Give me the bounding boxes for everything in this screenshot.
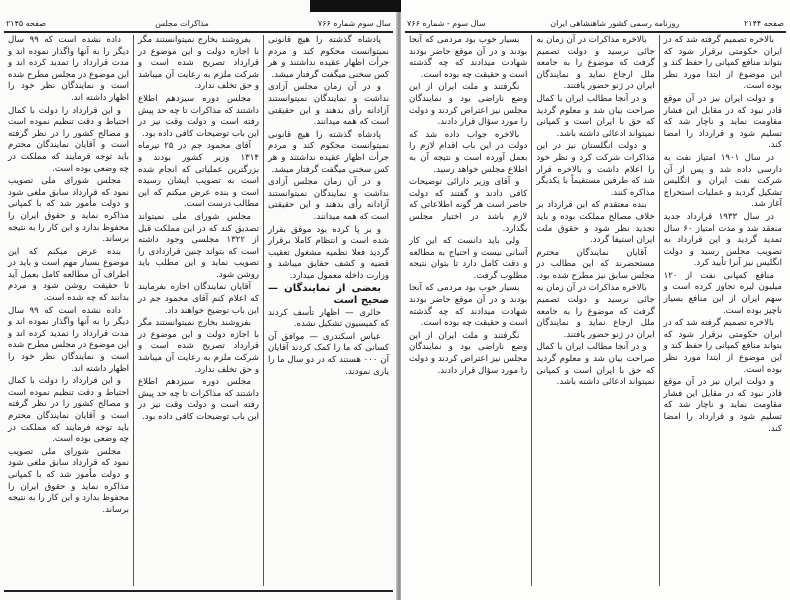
paragraph: بسیار خوب بود مردمی که آنجا بودند و در آن موقع حاضر بودند شهادت میدادند که چه گذشته است و حقیقت چه بوده است. xyxy=(409,283,528,329)
page-number: صفحه ۲۱۴۴ xyxy=(743,18,784,28)
paragraph: پادشاه گذشته را هیچ قانونی نمیتوانست محکوم کند و مردم جرأت اظهار عقیده نداشتند و هر کس سخنی میگفت گرفتار میشد. xyxy=(268,129,389,175)
paragraph: بالاخره تصمیم گرفته شد که در ایران حکومتی برقرار شود که بتواند منافع کمپانی را حفظ کند و این موضوع از ابتدا مورد نظر بوده است. xyxy=(663,318,782,375)
paragraph: بالاخره تصمیم گرفته شد که در ایران حکومتی برقرار شود که بتواند منافع کمپانی را حفظ کند و این موضوع از ابتدا مورد نظر بوده است. xyxy=(663,35,782,92)
right-page xyxy=(401,0,790,600)
paragraph: و در آن زمان مجلس آزادی نداشت و نمایندگان نمیتوانستند آزادانه رأی بدهند و این حقیقتی است که همه میدانند. xyxy=(268,82,389,128)
paragraph: و دولت ایران نیز در آن موقع قادر نبود که در مقابل این فشار مقاومت نماید و ناچار شد که تسلیم شود و قرارداد را امضا کند. xyxy=(663,377,782,434)
paragraph: در سال ۱۹۰۱ امتیاز نفت به دارسی داده شد و پس از آن شرکت نفت ایران و انگلیس تشکیل گردید و عملیات استخراج آغاز شد. xyxy=(663,152,782,210)
paragraph: حائری — اظهار تأسف کردند که کمیسیون تشکیل نشده. xyxy=(268,307,389,330)
paragraph: آقایان نمایندگان محترم مستحضرند که این مطالب در مجلس سابق نیز مطرح شده بود. xyxy=(536,247,655,281)
paragraph: ولی باید دانست که این کار آسانی نیست و احتیاج به مطالعه و دقت کامل دارد تا بتوان نتیجه مطلوب گرفت. xyxy=(409,236,528,281)
paragraph: پادشاه گذشته را هیچ قانونی نمیتوانست محکوم کند و مردم جرأت اظهار عقیده نداشتند و هر کس سخنی میگفت گرفتار میشد. xyxy=(268,35,389,80)
paragraph: و دولت ایران نیز در آن موقع قادر نبود که در مقابل این فشار مقاومت نماید و ناچار شد که تسلیم شود و قرارداد را امضا کند. xyxy=(663,93,782,151)
paragraph: بنده عرض میکنم که این موضوع بسیار مهم است و باید در اطراف آن مطالعه کامل بعمل آید تا حقیقت روشن شود و مردم بدانند که چه شده است. xyxy=(8,246,129,304)
paragraph: مجلس دوره سیزدهم اطلاع داشتند که مذاکرات تا چه حد پیش رفته است و دولت وقت نیز در این باب توضیحات کافی داده بود. xyxy=(138,93,259,139)
header-rule xyxy=(4,31,393,33)
paragraph: مجلس شورای ملی تصویب نمود که قرارداد سابق ملغی شود و دولت مأمور شد که با کمپانی مذاکره نماید و حقوق ایران را محفوظ بدارد و این کار را به نتیجه برساند. xyxy=(8,446,129,515)
header-rule xyxy=(405,31,786,33)
paragraph: داده نشده است که ۹۹ سال دیگر را به آنها واگذار نموده اند و مدت قرارداد را تمدید کرده اند و این موضوع در مجلس مطرح شده است و نمایندگان نظر خود را اظهار داشته اند. xyxy=(8,305,129,374)
paragraph: آقای محمود جم در ۲۵ تیرماه ۱۳۱۴ وزیر کشور بودند و بزرگترین عملیاتی که انجام شده است به تصویب ایشان رسیده است و بنده عرض میکنم که این مطالب درست است. xyxy=(138,141,259,210)
paragraph: بالاخره جواب داده شد که دولت در این باب اقدام لازم را بعمل آورده است و نتیجه آن به اطلاع مجلس خواهد رسید. xyxy=(409,129,528,175)
issue-number: سال سوم شماره ۷۶۶ xyxy=(317,18,391,28)
page-number: صفحه ۲۱۴۵ xyxy=(6,18,47,28)
paragraph: در سال ۱۹۳۳ قرارداد جدید منعقد شد و مدت امتیاز ۶۰ سال تمدید گردید و این قرارداد به تصویب مجلس رسید و دولت انگلیس نیز آنرا تأیید کرد. xyxy=(663,211,783,269)
paragraph: و در آنجا مطالب ایران با کمال صراحت بیان شد و معلوم گردید که حق با ایران است و کمپانی نمیتواند ادعائی داشته باشد. xyxy=(536,93,655,139)
left-columns xyxy=(4,35,393,586)
paragraph: و این قرارداد را دولت با کمال احتیاط و دقت تنظیم نموده است و مصالح کشور را در نظر گرفته است و آقایان نمایندگان محترم باید توجه فرمایند که مملکت در چه وضعی بوده است. xyxy=(8,105,129,174)
paragraph: مجلس شورای ملی نمیتواند تصدیق کند که در این مملکت قبل از ۱۳۲۲ مجلسی وجود داشته است که بتواند چنین قراردادی را تصویب نماید و این مطلب باید روشن شود. xyxy=(138,211,259,280)
text-column xyxy=(4,35,133,586)
paragraph: منافع کمپانی نفت از ۱۲۰ میلیون لیره تجاوز کرده است و سهم ایران از این منافع بسیار ناچیز بوده است. xyxy=(663,270,782,316)
paragraph: و دولت انگلستان نیز در این مذاکرات شرکت کرد و نظر خود را اعلام داشت و بالاخره قرار شد که طرفین مستقیماً با یکدیگر مذاکره کنند. xyxy=(536,141,655,198)
text-column xyxy=(659,35,786,586)
paragraph: مجلس شورای ملی تصویب نمود که قرارداد سابق ملغی شود و دولت مأمور شد که با کمپانی مذاکره نماید و حقوق ایران را محفوظ بدارد و این کار را به نتیجه برساند. xyxy=(8,176,129,245)
paragraph: آقایان نمایندگان اجازه بفرمایند که اعلام کنم آقای محمود جم در این باب توضیح خواهند داد. xyxy=(138,282,259,316)
text-column xyxy=(263,35,393,586)
paragraph: داده نشده است که ۹۹ سال دیگر را به آنها واگذار نموده اند و مدت قرارداد را تمدید کرده اند و این موضوع در مجلس مطرح شده است و نمایندگان نظر خود را اظهار داشته اند. xyxy=(8,35,129,103)
paragraph: نگرفتند و ملت ایران از این وضع ناراضی بود و نمایندگان مجلس نیز اعتراض کردند و دولت را مورد سؤال قرار دادند. xyxy=(409,330,528,376)
text-column xyxy=(133,35,263,586)
paragraph: و بر پا کرده بود موفق بقرار شده است و انتظام کاملا برقرار گردید فعلا نظمیه مشغول تعقیب قضیه و کشف حقایق میباشد و وزارت داخله معمول میدارد. xyxy=(268,224,389,281)
paragraph: مجلس دوره سیزدهم اطلاع داشتند که مذاکرات تا چه حد پیش رفته است و دولت وقت نیز در این باب توضیحات کافی داده بود. xyxy=(138,377,259,422)
right-columns xyxy=(405,35,786,586)
text-column xyxy=(531,35,658,586)
paragraph: و این قرارداد را دولت با کمال احتیاط و دقت تنظیم نموده است و مصالح کشور را در نظر گرفته است و آقایان نمایندگان محترم باید توجه فرمایند که مملکت در چه وضعی بوده است. xyxy=(8,376,129,445)
speaker-heading: بعضی از نمایندگان — صحیح است xyxy=(268,283,389,307)
issue-number: سال سوم - شماره ۷۶۶ xyxy=(407,18,486,28)
newspaper-title: روزنامه رسمی کشور شاهنشاهی ایران xyxy=(550,18,680,28)
paragraph: نگرفتند و ملت ایران از این وضع ناراضی بود و نمایندگان مجلس نیز اعتراض کردند و دولت را مورد سؤال قرار دادند. xyxy=(409,82,528,128)
paragraph: و آقای وزیر دارائی توضیحات کافی دادند و گفتند که دولت حاضر است هر گونه اطلاعاتی که لازم باشد در اختیار مجلس بگذارد. xyxy=(409,177,528,234)
right-page-header xyxy=(407,16,784,30)
footer-rule xyxy=(4,590,393,592)
paragraph: و در آن زمان مجلس آزادی نداشت و نمایندگان نمیتوانستند آزادانه رأی بدهند و این حقیقتی است که همه میدانند. xyxy=(268,177,389,222)
paragraph: بفروشند بخارج نمیتوانستند مگر با اجازه دولت و این موضوع در قرارداد تصریح شده است و شرکت ملزم به رعایت آن میباشد و حق تخلف ندارد. xyxy=(138,35,259,92)
text-column xyxy=(405,35,531,586)
paragraph: و در آنجا مطالب ایران با کمال صراحت بیان شد و معلوم گردید که حق با ایران است و کمپانی نمیتواند ادعائی داشته باشد. xyxy=(536,342,655,388)
paragraph: بسیار خوب بود مردمی که آنجا بودند و در آن موقع حاضر بودند شهادت میدادند که چه گذشته است و حقیقت چه بوده است. xyxy=(409,35,528,80)
paragraph: بنده معتقدم که این قرارداد بر خلاف مصالح مملکت بوده و باید تجدید نظر شود و حقوق ملت ایران استیفا گردد. xyxy=(536,200,655,246)
paragraph: بالاخره مذاکرات در آن زمان به جائی نرسید و دولت تصمیم گرفت که موضوع را به جامعه ملل ارجاع نماید و نمایندگان ایران در ژنو حضور یافتند. xyxy=(536,283,655,340)
left-page-header xyxy=(6,16,391,30)
paragraph: بفروشند بخارج نمیتوانستند مگر با اجازه دولت و این موضوع در قرارداد تصریح شده است و شرکت ملزم به رعایت آن میباشد و حق تخلف ندارد. xyxy=(138,318,259,375)
section-title: مذاکرات مجلس xyxy=(155,18,209,28)
paragraph: عباس اسکندری — موافق آن کسانی که ما را کمک کردند آقایان آن ۰۰۰ هستند که در دو سال ما را یاری نمودند. xyxy=(268,331,389,377)
paragraph: بالاخره مذاکرات در آن زمان به جائی نرسید و دولت تصمیم گرفت که موضوع را به جامعه ملل ارجاع نماید و نمایندگان ایران در ژنو حضور یافتند. xyxy=(536,35,655,92)
